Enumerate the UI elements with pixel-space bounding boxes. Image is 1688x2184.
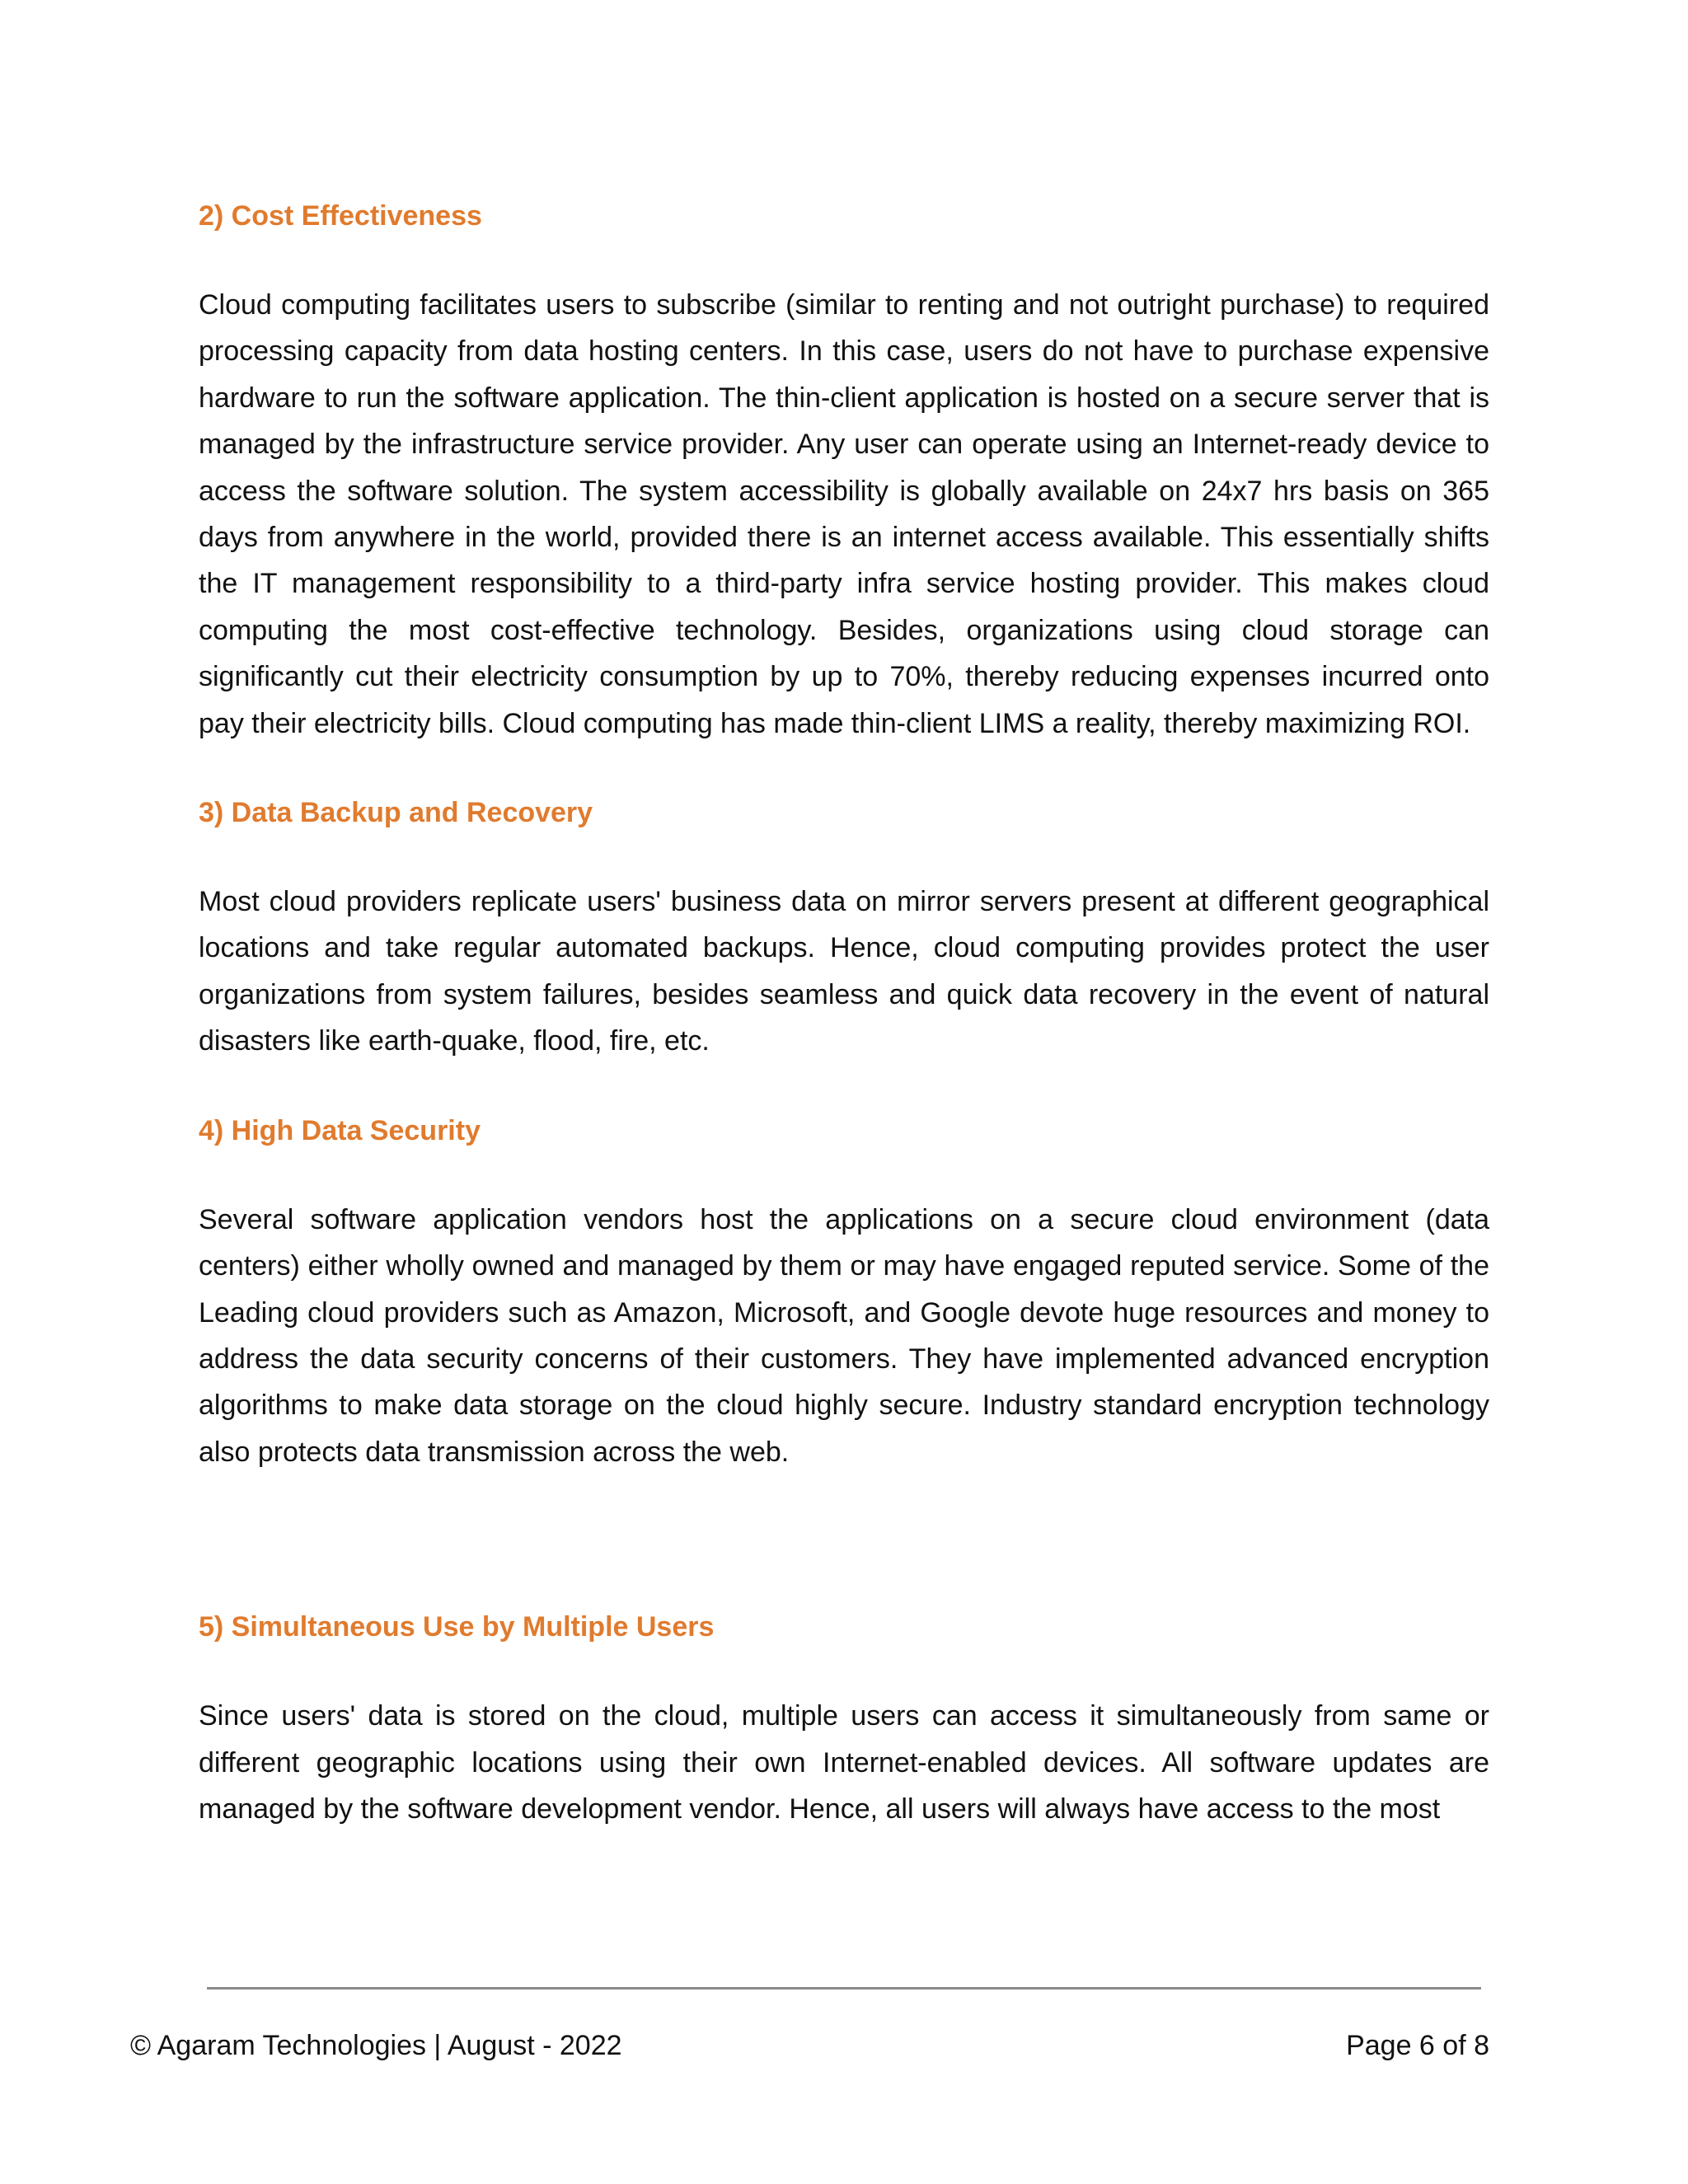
spacer [199, 831, 1489, 879]
footer-divider [207, 1987, 1481, 1990]
spacer [199, 234, 1489, 282]
section-heading-data-security: 4) High Data Security [199, 1114, 481, 1146]
section-heading-cost-effectiveness: 2) Cost Effectiveness [199, 200, 482, 232]
section-heading-multiple-users: 5) Simultaneous Use by Multiple Users [199, 1611, 715, 1643]
page-content [199, 198, 1489, 1832]
spacer [199, 1645, 1489, 1693]
spacer [199, 1065, 1489, 1113]
spacer [199, 1475, 1489, 1609]
section-paragraph-data-backup: Most cloud providers replicate users' business data on mirror servers present at different geographical locations and take regular automated backups. Hence, cloud computing provides protect the user organizations from system failures, besides seamless and quick data recovery in the event of natural disasters like earth-quake, flood, fire, etc. [199, 886, 1489, 1057]
section-paragraph-cost-effectiveness: Cloud computing facilitates users to subscribe (similar to renting and not outright purchase) to required processing capacity from data hosting centers. In this case, users do not have to purchase expensive hardware to run the software application. The thin-client application is hosted on a secure server that is managed by the infrastructure service provider. Any user can operate using an Internet-ready device to access the software solution. The system accessibility is globally available on 24x7 hrs basis on 365 days from anywhere in the world, provided there is an internet access available. This essentially shifts the IT management responsibility to a third-party infra service hosting provider. This makes cloud computing the most cost-effective technology. Besides, organizations using cloud storage can significantly cut their electricity consumption by up to 70%, thereby reducing expenses incurred onto pay their electricity bills. Cloud computing has made thin-client LIMS a reality, thereby maximizing ROI. [199, 289, 1489, 739]
section-paragraph-multiple-users: Since users' data is stored on the cloud, multiple users can access it simultaneously from same or different geographic locations using their own Internet-enabled devices. All software updates are managed by the software development vendor. Hence, all users will always have access to the most [199, 1700, 1489, 1825]
footer-copyright: © Agaram Technologies | August - 2022 [130, 2030, 622, 2061]
spacer [199, 1149, 1489, 1197]
section-heading-data-backup: 3) Data Backup and Recovery [199, 797, 593, 829]
section-paragraph-data-security: Several software application vendors host the applications on a secure cloud environment (data centers) either wholly owned and managed by them or may have engaged reputed service. Some of the Leading cloud providers such as Amazon, Microsoft, and Google devote huge resources and money to address the data security concerns of their customers. They have implemented advanced encryption algorithms to make data storage on the cloud highly secure. Industry standard encryption technology also protects data transmission across the web. [199, 1203, 1489, 1468]
spacer [199, 747, 1489, 794]
footer-page-number: Page 6 of 8 [1346, 2030, 1489, 2061]
